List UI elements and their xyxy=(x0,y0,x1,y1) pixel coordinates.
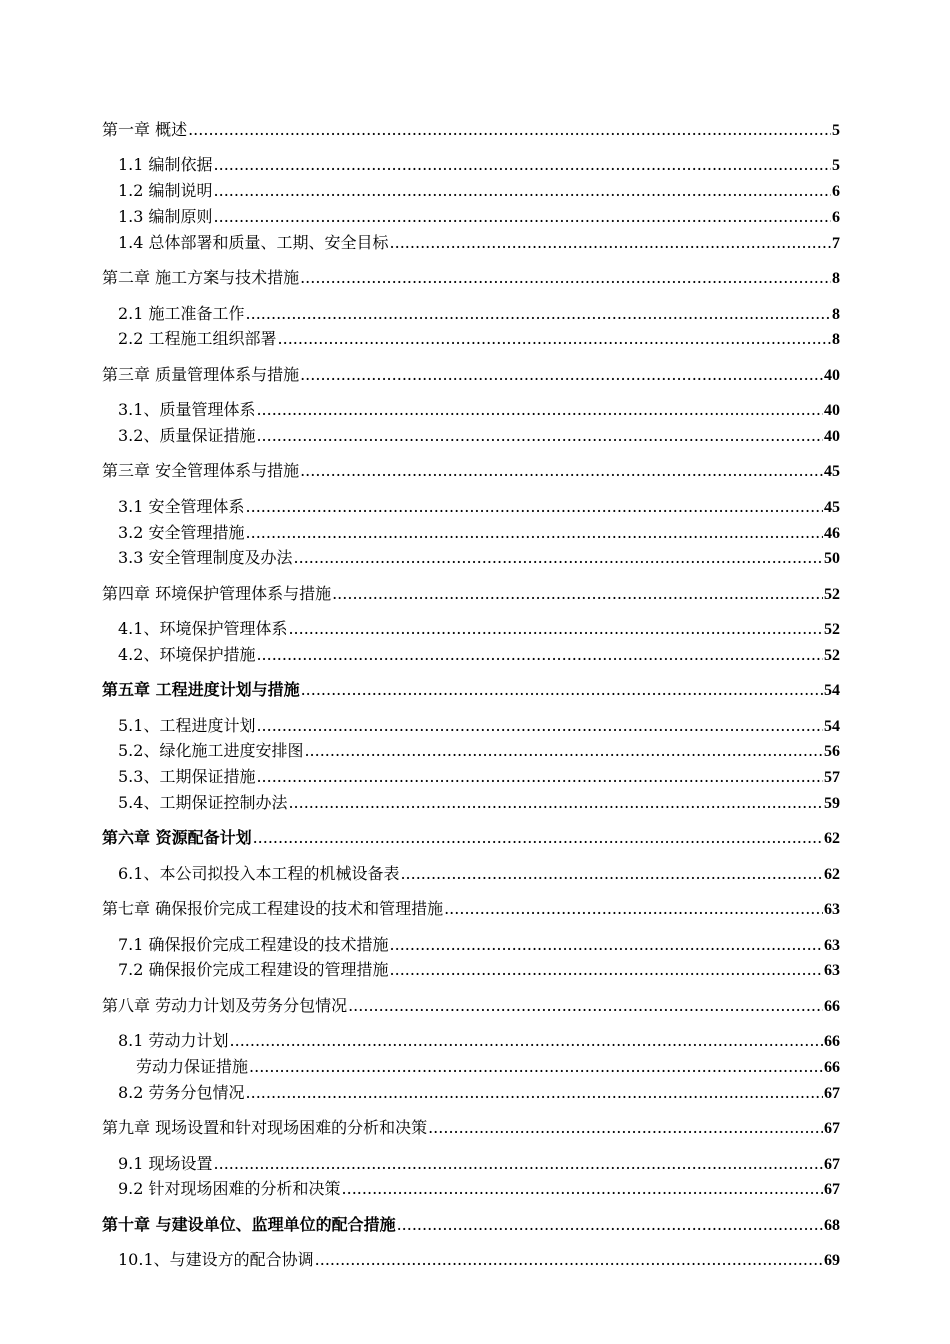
toc-page-number: 5 xyxy=(832,122,840,139)
toc-entry-title: 9.1 现场设置 xyxy=(118,1153,213,1173)
toc-entry-title: 2.1 施工准备工作 xyxy=(118,303,245,323)
toc-entry-title: 4.2、环境保护措施 xyxy=(118,644,256,664)
toc-dot-leader xyxy=(300,363,823,388)
toc-entry-title: 9.2 针对现场困难的分析和决策 xyxy=(118,1179,341,1199)
toc-dot-leader xyxy=(390,933,823,958)
toc-dot-leader xyxy=(214,153,831,178)
toc-section-entry[interactable] xyxy=(102,791,840,817)
toc-entry-title: 5.2、绿化施工进度安排图 xyxy=(118,741,304,761)
toc-page-number: 45 xyxy=(824,498,840,516)
toc-page-number: 56 xyxy=(824,743,840,761)
toc-entry-title: 3.3 安全管理制度及办法 xyxy=(118,548,293,568)
toc-dot-leader xyxy=(256,765,823,790)
toc-page-number: 52 xyxy=(824,646,840,664)
toc-chapter-entry[interactable] xyxy=(102,118,840,144)
toc-entry-title: 1.1 编制依据 xyxy=(118,155,213,175)
toc-entry-title: 劳动力保证措施 xyxy=(136,1057,249,1076)
toc-entry-title: 8.1 劳动力计划 xyxy=(118,1031,229,1051)
toc-page-number: 8 xyxy=(832,331,840,349)
toc-entry-title: 第一章 概述 xyxy=(102,120,188,139)
toc-dot-leader xyxy=(256,643,823,668)
toc-section-entry[interactable] xyxy=(102,495,840,521)
toc-entry-title: 5.1、工程进度计划 xyxy=(118,715,256,735)
toc-dot-leader xyxy=(246,302,831,327)
toc-chapter-entry[interactable] xyxy=(102,826,840,852)
toc-section-entry[interactable] xyxy=(102,1029,840,1055)
toc-entry-title: 7.1 确保报价完成工程建设的技术措施 xyxy=(118,934,389,954)
toc-section-entry[interactable] xyxy=(102,643,840,669)
toc-section-entry[interactable] xyxy=(102,205,840,231)
toc-page-number: 7 xyxy=(832,234,840,252)
toc-entry-title: 8.2 劳务分包情况 xyxy=(118,1082,245,1102)
toc-dot-leader xyxy=(246,1081,823,1106)
toc-page-number: 50 xyxy=(824,550,840,568)
toc-entry-title: 第七章 确保报价完成工程建设的技术和管理措施 xyxy=(102,899,444,919)
table-of-contents xyxy=(102,118,840,1274)
toc-dot-leader xyxy=(214,179,831,204)
toc-page-number: 59 xyxy=(824,795,840,813)
toc-dot-leader xyxy=(301,678,823,703)
toc-entry-title: 第五章 工程进度计划与措施 xyxy=(102,680,300,700)
toc-chapter-entry[interactable] xyxy=(102,266,840,292)
toc-dot-leader xyxy=(315,1248,823,1273)
toc-entry-title: 3.2 安全管理措施 xyxy=(118,522,245,542)
toc-entry-title: 3.1、质量管理体系 xyxy=(118,400,256,420)
toc-entry-title: 第八章 劳动力计划及劳务分包情况 xyxy=(102,995,348,1015)
toc-dot-leader xyxy=(304,739,823,764)
toc-section-entry[interactable] xyxy=(102,617,840,643)
toc-entry-title: 第二章 施工方案与技术措施 xyxy=(102,268,300,288)
toc-section-entry[interactable] xyxy=(102,714,840,740)
toc-dot-leader xyxy=(294,546,823,571)
toc-entry-title: 2.2 工程施工组织部署 xyxy=(118,329,277,349)
toc-chapter-entry[interactable] xyxy=(102,1213,840,1239)
toc-page-number: 40 xyxy=(824,366,840,384)
toc-page-number: 66 xyxy=(824,1059,840,1076)
toc-page-number: 40 xyxy=(824,427,840,445)
toc-section-entry[interactable] xyxy=(102,765,840,791)
toc-dot-leader xyxy=(444,897,823,922)
toc-page-number: 45 xyxy=(824,463,840,481)
toc-page-number: 67 xyxy=(824,1120,840,1138)
toc-entry-title: 10.1、与建设方的配合协调 xyxy=(118,1250,314,1270)
toc-chapter-entry[interactable] xyxy=(102,678,840,704)
toc-page-number: 46 xyxy=(824,524,840,542)
toc-section-entry[interactable] xyxy=(102,153,840,179)
toc-entry-title: 3.2、质量保证措施 xyxy=(118,425,256,445)
toc-dot-leader xyxy=(300,459,823,484)
toc-section-entry[interactable] xyxy=(102,424,840,450)
toc-page-number: 67 xyxy=(824,1155,840,1173)
toc-section-entry[interactable] xyxy=(102,546,840,572)
toc-dot-leader xyxy=(188,118,831,143)
toc-page-number: 62 xyxy=(824,865,840,883)
toc-section-entry[interactable] xyxy=(102,398,840,424)
toc-page-number: 63 xyxy=(824,936,840,954)
toc-page-number: 66 xyxy=(824,997,840,1015)
toc-dot-leader xyxy=(214,1152,823,1177)
toc-section-entry[interactable] xyxy=(102,179,840,205)
toc-page-number: 54 xyxy=(824,717,840,735)
toc-entry-title: 6.1、本公司拟投入本工程的机械设备表 xyxy=(118,863,400,883)
toc-page-number: 62 xyxy=(824,830,840,848)
toc-chapter-entry[interactable] xyxy=(102,994,840,1020)
toc-section-entry[interactable] xyxy=(102,958,840,984)
toc-page-number: 68 xyxy=(824,1216,840,1234)
toc-page-number: 54 xyxy=(824,682,840,700)
toc-section-entry[interactable] xyxy=(102,1177,840,1203)
toc-dot-leader xyxy=(246,495,823,520)
toc-dot-leader xyxy=(256,714,823,739)
toc-page-number: 8 xyxy=(832,305,840,323)
toc-entry-title: 5.3、工期保证措施 xyxy=(118,767,256,787)
toc-entry-title: 1.2 编制说明 xyxy=(118,181,213,201)
toc-chapter-entry[interactable] xyxy=(102,363,840,389)
toc-page-number: 40 xyxy=(824,402,840,420)
toc-page-number: 69 xyxy=(824,1252,840,1270)
toc-entry-title: 4.1、环境保护管理体系 xyxy=(118,619,288,639)
toc-page-number: 63 xyxy=(824,962,840,980)
toc-dot-leader xyxy=(256,424,823,449)
toc-dot-leader xyxy=(288,617,823,642)
toc-section-entry[interactable] xyxy=(102,302,840,328)
toc-dot-leader xyxy=(256,398,823,423)
toc-dot-leader xyxy=(397,1213,823,1238)
toc-page-number: 6 xyxy=(832,183,840,201)
toc-section-entry[interactable] xyxy=(102,862,840,888)
toc-entry-title: 第三章 质量管理体系与措施 xyxy=(102,364,300,384)
toc-section-entry[interactable] xyxy=(102,1152,840,1178)
toc-dot-leader xyxy=(332,582,823,607)
toc-entry-title: 5.4、工期保证控制办法 xyxy=(118,793,288,813)
toc-entry-title: 7.2 确保报价完成工程建设的管理措施 xyxy=(118,960,389,980)
toc-entry-title: 第三章 安全管理体系与措施 xyxy=(102,461,300,481)
toc-page-number: 66 xyxy=(824,1033,840,1051)
toc-dot-leader xyxy=(249,1055,823,1080)
toc-page-number: 8 xyxy=(832,270,840,288)
toc-page-number: 5 xyxy=(832,157,840,175)
toc-dot-leader xyxy=(214,205,831,230)
toc-page-number: 63 xyxy=(824,901,840,919)
toc-section-entry[interactable] xyxy=(102,933,840,959)
toc-entry-title: 第九章 现场设置和针对现场困难的分析和决策 xyxy=(102,1118,428,1138)
toc-section-entry[interactable] xyxy=(102,1055,840,1081)
toc-entry-title: 第十章 与建设单位、监理单位的配合措施 xyxy=(102,1214,396,1234)
toc-chapter-entry[interactable] xyxy=(102,897,840,923)
toc-page-number: 67 xyxy=(824,1181,840,1199)
toc-entry-title: 第六章 资源配备计划 xyxy=(102,828,252,848)
toc-dot-leader xyxy=(342,1177,823,1202)
toc-section-entry[interactable] xyxy=(102,327,840,353)
toc-section-entry[interactable] xyxy=(102,1081,840,1107)
toc-entry-title: 3.1 安全管理体系 xyxy=(118,496,245,516)
toc-page-number: 57 xyxy=(824,769,840,787)
toc-page-number: 52 xyxy=(824,621,840,639)
toc-page-number: 6 xyxy=(832,208,840,226)
toc-section-entry[interactable] xyxy=(102,231,840,257)
toc-dot-leader xyxy=(253,826,823,851)
toc-entry-title: 1.4 总体部署和质量、工期、安全目标 xyxy=(118,232,389,252)
toc-entry-title: 第四章 环境保护管理体系与措施 xyxy=(102,583,332,603)
toc-page-number: 67 xyxy=(824,1084,840,1102)
toc-dot-leader xyxy=(400,862,823,887)
toc-dot-leader xyxy=(348,994,823,1019)
toc-dot-leader xyxy=(390,958,823,983)
toc-dot-leader xyxy=(390,231,831,256)
toc-section-entry[interactable] xyxy=(102,521,840,547)
toc-dot-leader xyxy=(288,791,823,816)
toc-section-entry[interactable] xyxy=(102,739,840,765)
toc-chapter-entry[interactable] xyxy=(102,459,840,485)
toc-dot-leader xyxy=(278,327,831,352)
toc-dot-leader xyxy=(230,1029,823,1054)
toc-entry-title: 1.3 编制原则 xyxy=(118,206,213,226)
toc-section-entry[interactable] xyxy=(102,1248,840,1274)
toc-dot-leader xyxy=(300,266,831,291)
toc-page-number: 52 xyxy=(824,585,840,603)
toc-chapter-entry[interactable] xyxy=(102,1116,840,1142)
toc-chapter-entry[interactable] xyxy=(102,582,840,608)
toc-dot-leader xyxy=(428,1116,823,1141)
toc-dot-leader xyxy=(246,521,823,546)
